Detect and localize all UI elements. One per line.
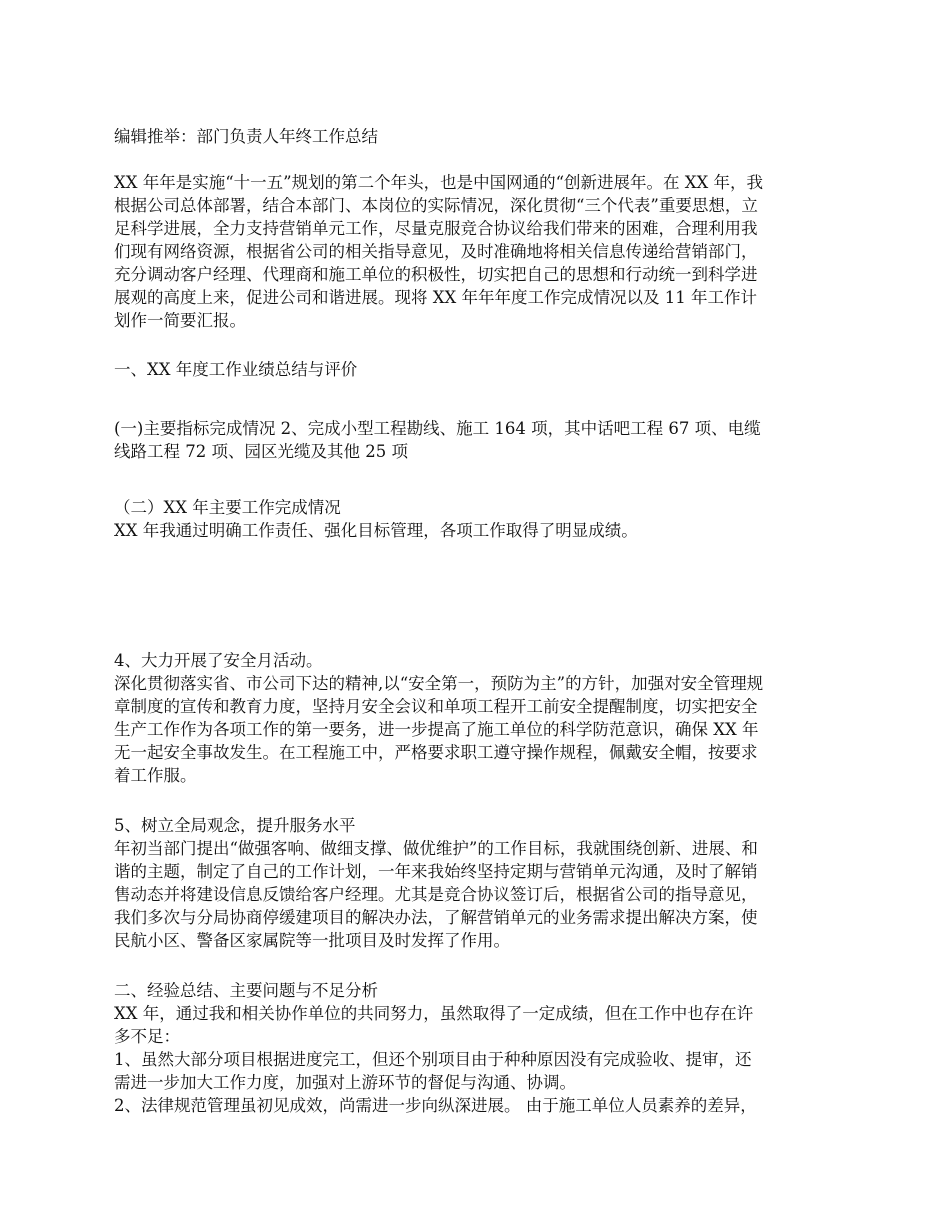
item-heading-4: 4、大力开展了安全月活动。: [114, 651, 323, 670]
analysis-paragraph-line: 多不足：: [114, 1027, 180, 1046]
service-paragraph-line: 我们多次与分局协商停缓建项目的解决办法，了解营销单元的业务需求提出解决方案，使: [114, 908, 758, 927]
service-paragraph-line: 年初当部门提出“做强客响、做细支撑、做优维护”的工作目标，我就围绕创新、进展、和: [114, 839, 758, 858]
intro-paragraph-line: 们现有网络资源，根据省公司的相关指导意见，及时准确地将相关信息传递给营销部门，: [114, 242, 758, 261]
intro-paragraph-line: 足科学进展，全力支持营销单元工作，尽量克服竞合协议给我们带来的困难，合理利用我: [114, 219, 758, 238]
safety-paragraph-line: 生产工作作为各项工作的第一要务，进一步提高了施工单位的科学防范意识，确保 XX 年: [114, 720, 759, 739]
safety-paragraph-line: 着工作服。: [114, 766, 197, 785]
analysis-paragraph-line: 2、法律规范管理虽初见成效，尚需进一步向纵深进展。 由于施工单位人员素养的差异，: [114, 1096, 757, 1115]
intro-paragraph-line: XX 年年是实施“十一五”规划的第二个年头，也是中国网通的“创新进展年。在 XX 年，我: [114, 173, 764, 192]
subsection-paragraph-line: (一)主要指标完成情况 2、完成小型工程勘线、施工 164 项，其中话吧工程 67 项、电缆: [114, 419, 761, 438]
analysis-paragraph-line: XX 年，通过我和相关协作单位的共同努力，虽然取得了一定成绩，但在工作中也存在许: [114, 1004, 754, 1023]
service-paragraph-line: 民航小区、警备区家属院等一批项目及时发挥了作用。: [114, 931, 510, 950]
paragraph-line: XX 年我通过明确工作责任、强化目标管理，各项工作取得了明显成绩。: [114, 521, 638, 540]
document-title: 编辑推举：部门负责人年终工作总结: [114, 127, 378, 146]
subsection-paragraph-line: 线路工程 72 项、园区光缆及其他 25 项: [114, 442, 408, 461]
section-heading-2: 二、经验总结、主要问题与不足分析: [114, 981, 378, 1000]
safety-paragraph-line: 无一起安全事故发生。在工程施工中，严格要求职工遵守操作规程，佩戴安全帽，按要求: [114, 743, 758, 762]
intro-paragraph-line: 根据公司总体部署，结合本部门、本岗位的实际情况，深化贯彻“三个代表”重要思想，立: [114, 196, 758, 215]
service-paragraph-line: 售动态并将建设信息反馈给客户经理。尤其是竞合协议签订后，根据省公司的指导意见，: [114, 885, 758, 904]
safety-paragraph-line: 章制度的宣传和教育力度，坚持月安全会议和单项工程开工前安全提醒制度，切实把安全: [114, 697, 758, 716]
intro-paragraph-line: 展观的高度上来，促进公司和谐进展。现将 XX 年年年度工作完成情况以及 11 年工作计: [114, 288, 757, 307]
service-paragraph-line: 谐的主题，制定了自己的工作计划，一年来我始终坚持定期与营销单元沟通，及时了解销: [114, 862, 758, 881]
subsection-heading-2: （二）XX 年主要工作完成情况: [114, 498, 341, 517]
analysis-paragraph-line: 1、虽然大部分项目根据进度完工，但还个别项目由于种种原因没有完成验收、提审，还: [114, 1050, 752, 1069]
analysis-paragraph-line: 需进一步加大工作力度，加强对上游环节的督促与沟通、协调。: [114, 1073, 576, 1092]
intro-paragraph-line: 充分调动客户经理、代理商和施工单位的积极性，切实把自己的思想和行动统一到科学进: [114, 265, 758, 284]
section-heading-1: 一、XX 年度工作业绩总结与评价: [114, 360, 358, 379]
intro-paragraph-line: 划作一简要汇报。: [114, 311, 246, 330]
safety-paragraph-line: 深化贯彻落实省、市公司下达的精神,以“安全第一，预防为主”的方针，加强对安全管理规: [114, 674, 764, 693]
item-heading-5: 5、树立全局观念，提升服务水平: [114, 816, 356, 835]
